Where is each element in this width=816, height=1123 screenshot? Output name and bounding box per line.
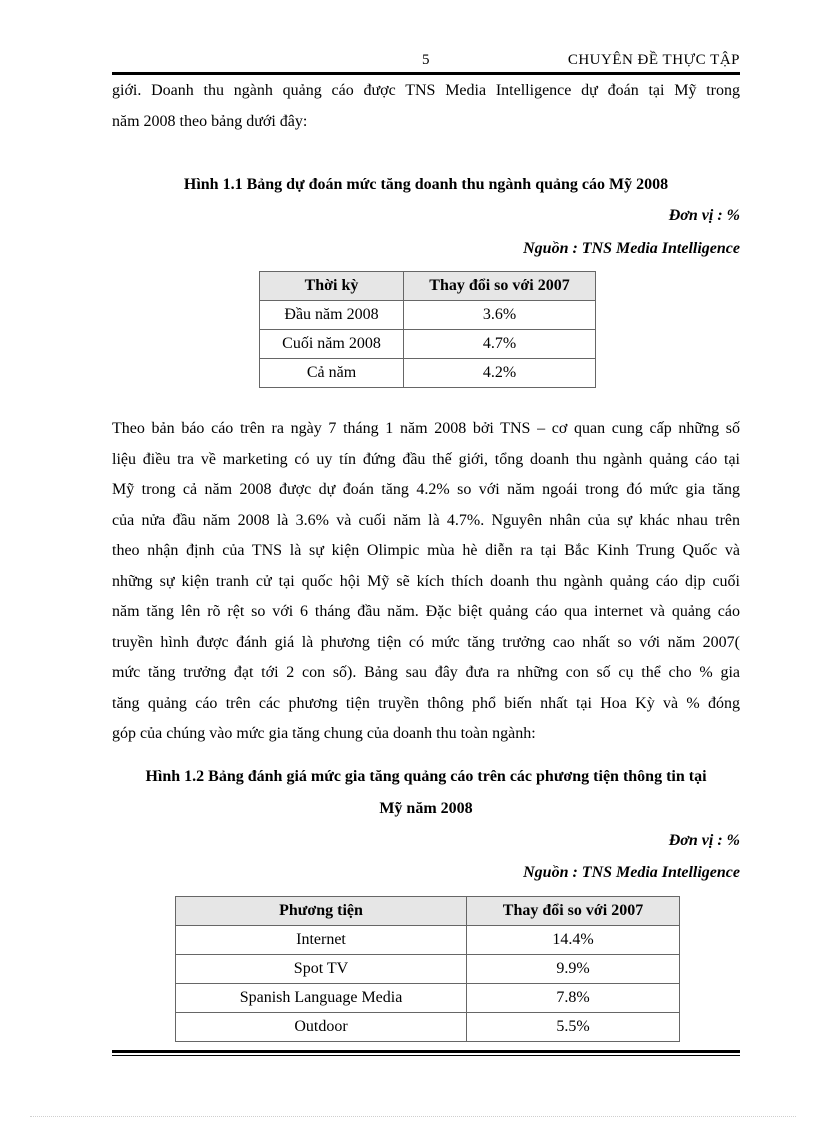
table-header-cell: Thay đổi so với 2007	[467, 897, 680, 926]
figure1-source: Nguồn : TNS Media Intelligence	[523, 240, 740, 257]
text-line: của nửa đầu năm 2008 là 3.6% và cuối năm là 4.7%. Nguyên nhân của sự khác nhau trên	[112, 511, 740, 529]
table-cell: Spot TV	[176, 955, 467, 984]
body-paragraph	[112, 414, 740, 750]
figure1-caption: Hình 1.1 Bảng dự đoán mức tăng doanh thu ngành quảng cáo Mỹ 2008	[183, 176, 669, 193]
table-cell: Cả năm	[260, 359, 404, 388]
header-rule	[112, 72, 740, 75]
text-line: tăng quảng cáo trên các phương tiện truyền thông phổ biến nhất tại Hoa Kỳ và % đóng	[112, 694, 740, 712]
footer-rule-thick	[112, 1050, 740, 1053]
footer-rule-thin	[112, 1055, 740, 1056]
table-header-cell: Thay đổi so với 2007	[404, 272, 596, 301]
table-row	[176, 955, 680, 984]
text-line: những sự kiện tranh cử tại quốc hội Mỹ sẽ kích thích doanh thu ngành quảng cáo dịp cuối	[112, 572, 740, 590]
table-cell: Internet	[176, 926, 467, 955]
table-cell: Spanish Language Media	[176, 984, 467, 1013]
table-cell: 4.7%	[404, 330, 596, 359]
page-number: 5	[422, 52, 430, 68]
table-cell: 4.2%	[404, 359, 596, 388]
table-row	[260, 330, 596, 359]
table-cell: 9.9%	[467, 955, 680, 984]
figure2-table	[175, 896, 680, 1042]
table-row	[176, 984, 680, 1013]
table-row	[260, 301, 596, 330]
figure2-unit: Đơn vị : %	[668, 832, 740, 849]
table-row	[176, 1013, 680, 1042]
text-line: năm 2008 theo bảng dưới đây:	[112, 112, 308, 130]
table-header-cell: Thời kỳ	[260, 272, 404, 301]
table-cell: 7.8%	[467, 984, 680, 1013]
intro-paragraph	[112, 76, 740, 137]
footer-rule	[112, 1050, 740, 1056]
figure2-source: Nguồn : TNS Media Intelligence	[523, 864, 740, 881]
figure2-caption-line2: Mỹ năm 2008	[379, 800, 473, 817]
table-cell: Đầu năm 2008	[260, 301, 404, 330]
table-header-row	[260, 272, 596, 301]
text-line: Mỹ trong cả năm 2008 được dự đoán tăng 4.2% so với năm ngoái trong đó mức gia tăng	[112, 481, 740, 498]
text-line: góp của chúng vào mức gia tăng chung của doanh thu toàn ngành:	[112, 725, 536, 742]
text-line: truyền hình được đánh giá là phương tiện có mức tăng trưởng cao nhất so với năm 2007(	[112, 633, 740, 651]
figure1-table	[259, 271, 596, 388]
table-row	[176, 926, 680, 955]
text-line: năm tăng lên rõ rệt so với 6 tháng đầu năm. Đặc biệt quảng cáo qua internet và quảng cáo	[112, 603, 740, 620]
table-row	[260, 359, 596, 388]
page-bottom-border	[30, 1116, 796, 1117]
text-line: liệu điều tra về marketing có uy tín đứng đầu thế giới, tổng doanh thu ngành quảng cáo tại	[112, 450, 740, 468]
figure1-unit: Đơn vị : %	[668, 207, 740, 224]
table-cell: Outdoor	[176, 1013, 467, 1042]
table-cell: 14.4%	[467, 926, 680, 955]
text-line: mức tăng trưởng đạt tới 2 con số). Bảng sau đây đưa ra những con số cụ thể cho % gia	[112, 664, 740, 681]
figure2-caption-line1: Hình 1.2 Bảng đánh giá mức gia tăng quảng cáo trên các phương tiện thông tin tại	[145, 768, 707, 785]
text-line: Theo bản báo cáo trên ra ngày 7 tháng 1 năm 2008 bởi TNS – cơ quan cung cấp những số	[112, 420, 740, 437]
text-line: giới. Doanh thu ngành quảng cáo được TNS Media Intelligence dự đoán tại Mỹ trong	[112, 82, 740, 99]
header-title: CHUYÊN ĐỀ THỰC TẬP	[567, 52, 740, 68]
table-cell: 5.5%	[467, 1013, 680, 1042]
table-cell: Cuối năm 2008	[260, 330, 404, 359]
text-line: theo nhận định của TNS là sự kiện Olimpic mùa hè diễn ra tại Bắc Kinh Trung Quốc và	[112, 542, 740, 559]
table-header-row	[176, 897, 680, 926]
page-header	[112, 52, 740, 74]
table-header-cell: Phương tiện	[176, 897, 467, 926]
table-cell: 3.6%	[404, 301, 596, 330]
